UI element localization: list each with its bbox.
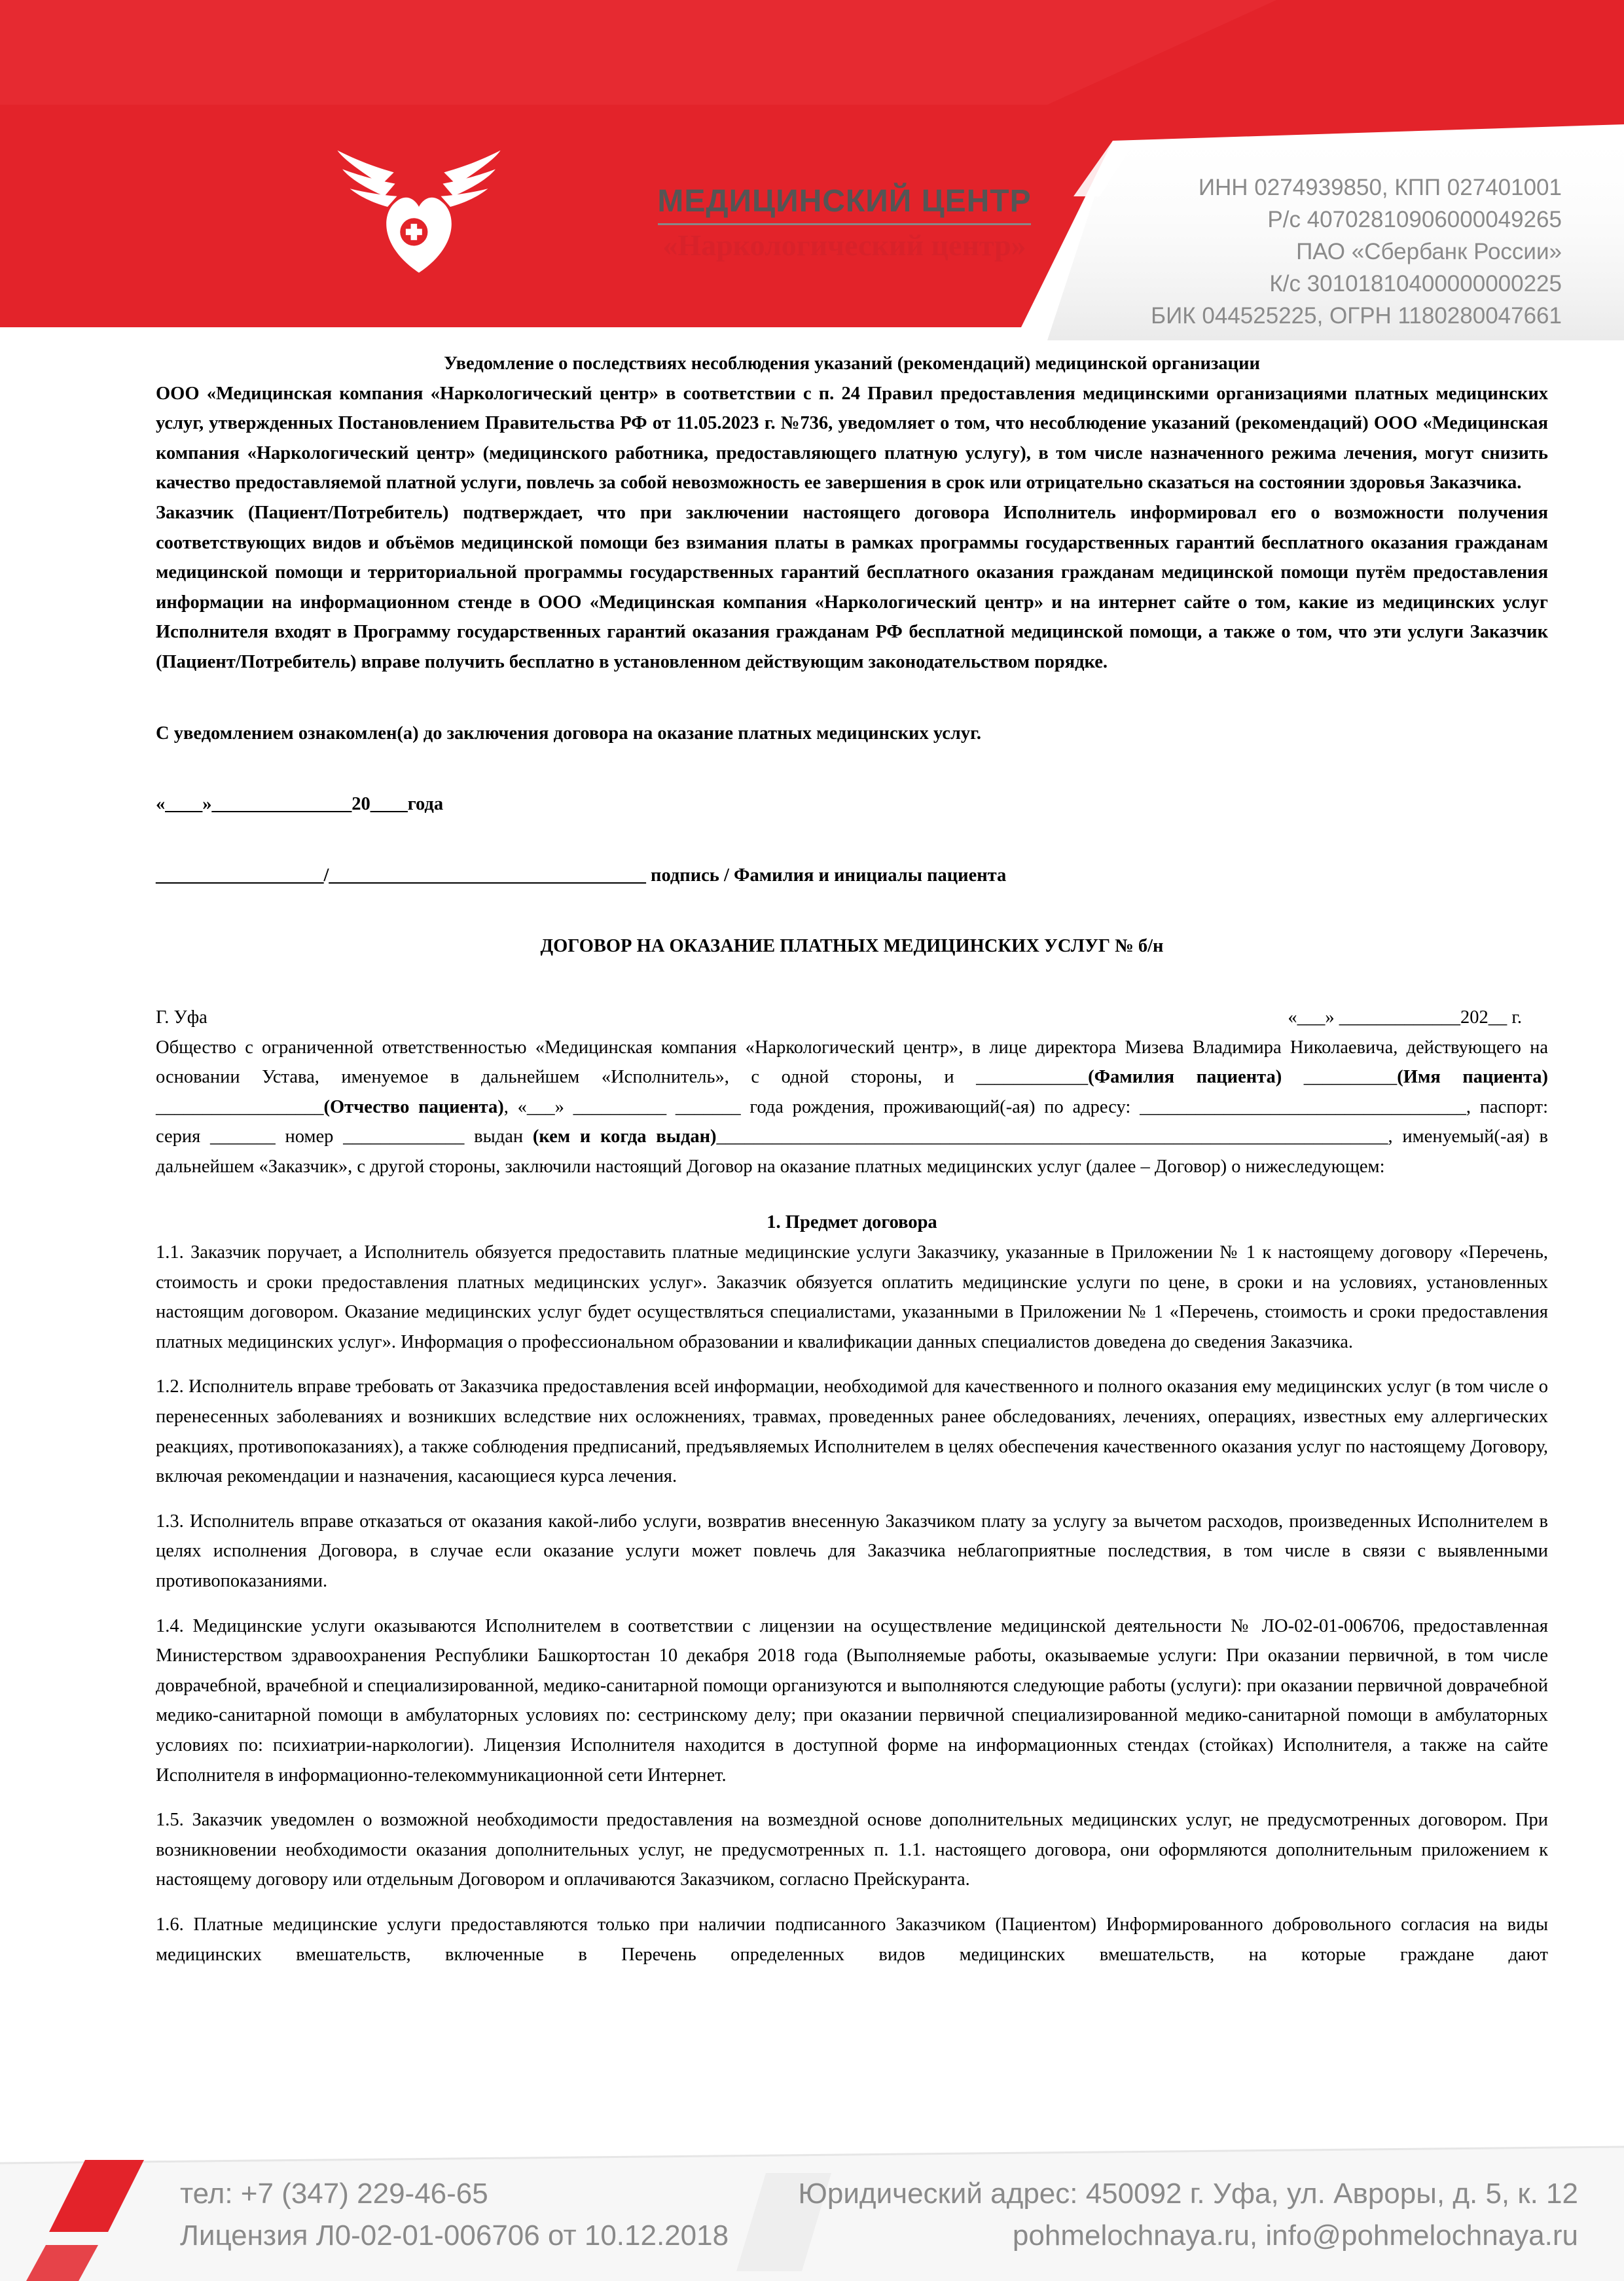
requisite-bank: ПАО «Сбербанк России»	[1296, 239, 1562, 264]
notice-signature-line: __________________/__________________________________ подпись / Фамилия и инициалы пациента	[156, 865, 1007, 886]
clause-1-3: 1.3. Исполнитель вправе отказаться от оказания какой-либо услуги, возвратив внесенную Заказчиком плату за услугу за вычетом расходов, произведенных Исполнителем в целях исполнения Договора, в случае если оказание услуги может повлечь для Заказчика неблагоприятные последствия, в том числе в связи с выявленными противопоказаниями.	[156, 1511, 1548, 1591]
footer-phone: тел: +7 (347) 229-46-65	[180, 2178, 488, 2210]
clause-1-4: 1.4. Медицинские услуги оказываются Исполнителем в соответствии с лицензии на осуществление медицинской деятельности № ЛО-02-01-006706, предоставленная Министерством здравоохранения Республики Башкортостан 10 декабря 2018 года (Выполняемые работы, оказываемые услуги: При оказании первичной, в том числе доврачебной, врачебной и специализированной, медико-санитарной помощи организуются и выполняются следующие работы (услуги): при оказании первичной доврачебной медико-санитарной помощи в амбулаторных условиях по: сестринскому делу; при оказании первичной специализированной медико-санитарной помощи в амбулаторных условиях по: психиатрии-наркологии). Лицензия Исполнителя находится в доступной форме на информационных стендах (стойках) Исполнителя, а также на сайте Исполнителя в информационно-телекоммуникационной сети Интернет.	[156, 1615, 1548, 1786]
contract-title: ДОГОВОР НА ОКАЗАНИЕ ПЛАТНЫХ МЕДИЦИНСКИХ УСЛУГ № б/н	[540, 936, 1164, 957]
requisite-inn: ИНН 0274939850, КПП 027401001	[1198, 175, 1562, 200]
brand-divider	[658, 223, 1031, 225]
document-body	[156, 349, 1548, 1969]
section-1-title: 1. Предмет договора	[767, 1212, 937, 1233]
footer-address: Юридический адрес: 450092 г. Уфа, ул. Авроры, д. 5, к. 12	[798, 2178, 1578, 2210]
requisite-bik: БИК 044525225, ОГРН 1180280047661	[1151, 303, 1562, 329]
clause-1-2: 1.2. Исполнитель вправе требовать от Заказчика предоставления всей информации, необходимой для качественного и полного оказания ему медицинских услуг (в том числе о перенесенных заболеваниях и возникших вследствие них осложнениях, травмах, проведенных ранее обследованиях, лечениях, операциях, известных ему аллергических реакциях, противопоказаниях), а также соблюдения предписаний, предъявляемых Исполнителем в целях обеспечения качественного оказания услуг по настоящему Договору, включая рекомендации и назначения, касающиеся курса лечения.	[156, 1376, 1548, 1487]
notice-paragraph-2: Заказчик (Пациент/Потребитель) подтверждает, что при заключении настоящего договора Исполнитель информировал его о возможности получения соответствующих видов и объёмов медицинской помощи без взимания платы в рамках программы государственных гарантий бесплатного оказания гражданам медицинской помощи и территориальной программы государственных гарантий бесплатного оказания гражданам медицинской помощи путём предоставления информации на информационном стенде в ООО «Медицинская компания «Наркологический центр» и на интернет сайте о том, какие из медицинских услуг Исполнителя входят в Программу государственных гарантий оказания гражданам РФ бесплатной медицинской помощи, а также о том, что эти услуги Заказчик (Пациент/Потребитель) вправе получить бесплатно в установленном действующим законодательством порядке.	[156, 502, 1548, 672]
contract-date: «___» _____________202__ г.	[1288, 1007, 1522, 1028]
contract-place-date	[156, 1003, 1548, 1033]
footer-address-block	[798, 2173, 1578, 2257]
requisite-account: Р/с 40702810906000049265	[1267, 207, 1562, 232]
notice-paragraph-1: ООО «Медицинская компания «Наркологический центр» в соответствии с п. 24 Правил предоставления медицинскими организациями платных медицинских услуг, утвержденных Постановлением Правительства РФ от 11.05.2023 г. №736, уведомляет о том, что несоблюдение указаний (рекомендаций) ООО «Медицинская компания «Наркологический центр» (медицинского работника, предоставляющего платную услугу), в том числе назначенного режима лечения, могут снизить качество предоставляемой платной услуги, повлечь за собой невозможность ее завершения в срок или отрицательно сказаться на состоянии здоровья Заказчика.	[156, 383, 1548, 494]
contract-intro: Общество с ограниченной ответственностью «Медицинская компания «Наркологический центр», в лице директора Мизева Владимира Николаевича, действующего на основании Устава, именуемое в дальнейшем «Исполнитель», с одной стороны, и ____________(Фамилия пациента) __________(Имя пациента) __________________(Отчество пациента), «___» __________ _______ года рождения, проживающий(-ая) по адресу: ___________________________________, паспорт: серия _______ номер _____________ выдан (кем и когда выдан)________________________________________________________________________, именуемый(-ая) в дальнейшем «Заказчик», с другой стороны, заключили настоящий Договор на оказание платных медицинских услуг (далее – Договор) о нижеследующем:	[156, 1037, 1548, 1177]
footer-web: pohmelochnaya.ru, info@pohmelochnaya.ru	[1012, 2219, 1578, 2252]
brand-subtitle: «Наркологический центр»	[662, 228, 1026, 262]
notice-date-line: «____»_______________20____года	[156, 794, 444, 815]
notice-acknowledgement: С уведомлением ознакомлен(а) до заключения договора на оказание платных медицинских услуг.	[156, 723, 981, 744]
clause-1-6: 1.6. Платные медицинские услуги предоставляются только при наличии подписанного Заказчиком (Пациентом) Информированного добровольного согласия на виды медицинских вмешательств, включенные в Перечень определенных видов медицинских вмешательств, на которые граждане дают	[156, 1914, 1548, 1965]
brand-block	[645, 183, 1044, 262]
clause-1-1: 1.1. Заказчик поручает, а Исполнитель обязуется предоставить платные медицинские услуги Заказчику, указанные в Приложении № 1 к настоящему договору «Перечень, стоимость и сроки предоставления платных медицинских услуг». Заказчик обязуется оплатить медицинские услуги по цене, в сроки и на условиях, установленных настоящим договором. Оказание медицинских услуг будет осуществляться специалистами, указанными в Приложении № 1 «Перечень, стоимость и сроки предоставления платных медицинских услуг». Информация о профессиональном образовании и квалификации данных специалистов доведена до сведения Заказчика.	[156, 1242, 1548, 1352]
contract-city: Г. Уфа	[156, 1007, 208, 1028]
footer-contacts	[180, 2173, 729, 2257]
brand-name: МЕДИЦИНСКИЙ ЦЕНТР	[657, 184, 1032, 219]
requisite-corr-account: К/с 30101810400000000225	[1269, 271, 1562, 296]
company-requisites	[1151, 171, 1562, 332]
notice-title: Уведомление о последствиях несоблюдения указаний (рекомендаций) медицинской организации	[444, 353, 1260, 374]
footer-license: Лицензия Л0-02-01-006706 от 10.12.2018	[180, 2219, 729, 2252]
clause-1-5: 1.5. Заказчик уведомлен о возможной необходимости предоставления на возмездной основе дополнительных медицинских услуг, не предусмотренных договором. При возникновении необходимости оказания дополнительных услуг, не предусмотренных п. 1.1. настоящего договора, они оформляются дополнительным приложением к настоящему договору или отдельным Договором и оплачиваются Заказчиком, согласно Прейскуранта.	[156, 1810, 1548, 1890]
heart-wings-logo	[249, 147, 589, 298]
